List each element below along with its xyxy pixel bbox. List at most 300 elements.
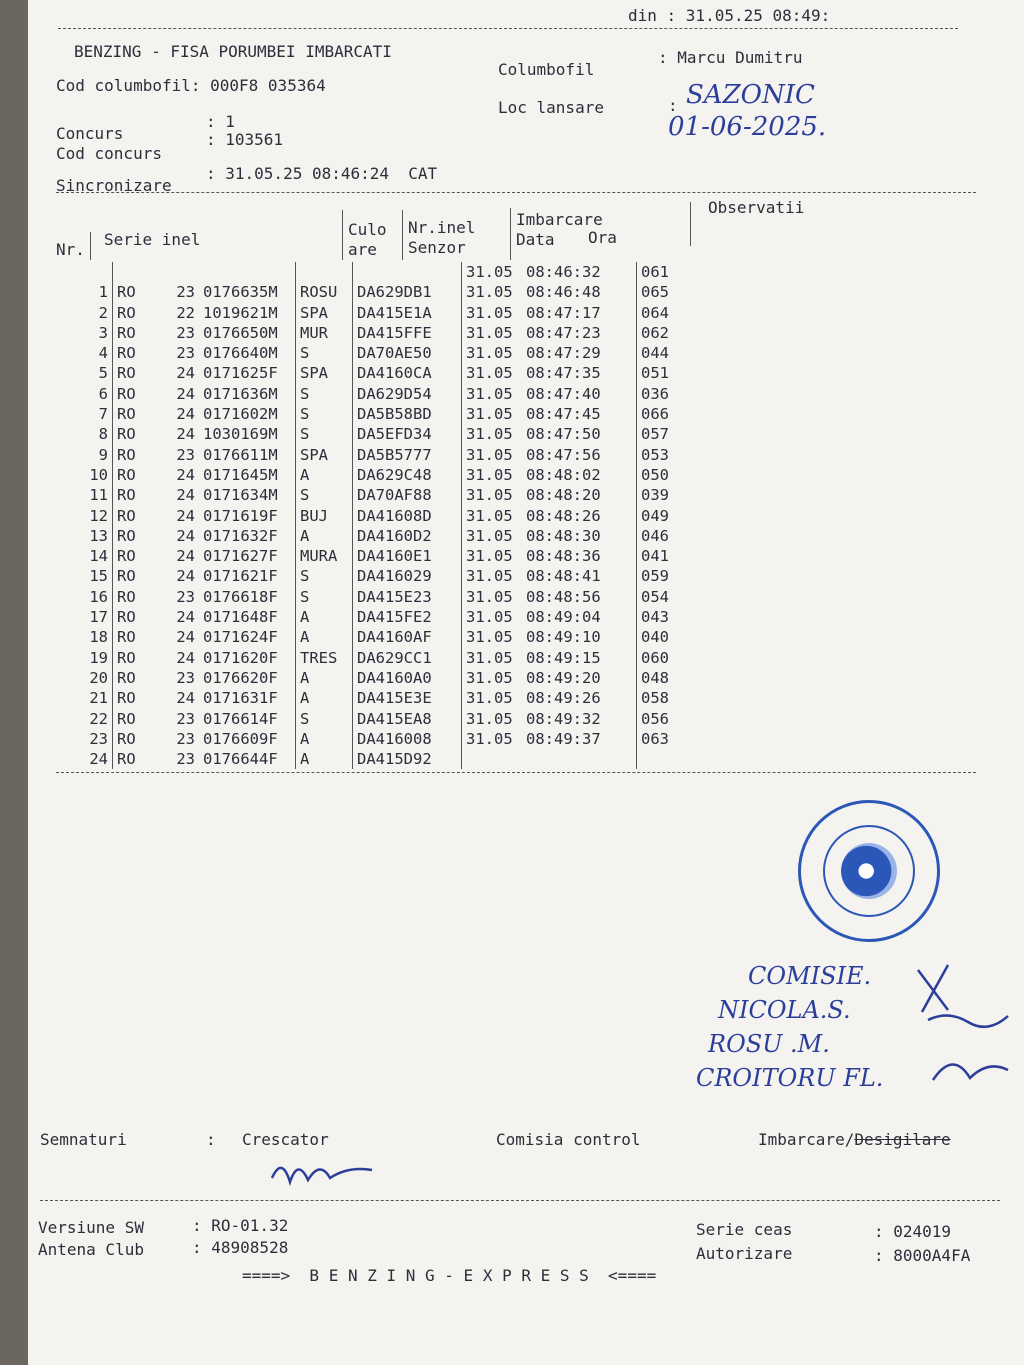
loc-lansare-handwritten: SAZONIC	[686, 80, 815, 110]
table-row	[56, 526, 685, 546]
boarding-time: 08:48:20	[526, 486, 601, 505]
col-serie-header: Serie inel	[104, 230, 201, 249]
row-number: 24	[89, 750, 108, 769]
ring-year: 23	[176, 709, 195, 728]
observation-code: 036	[637, 384, 686, 404]
color-code: A	[296, 526, 353, 546]
row-number: 14	[89, 547, 108, 566]
observation-code: 059	[637, 566, 686, 586]
row-number: 18	[89, 628, 108, 647]
ring-country: RO	[113, 445, 172, 465]
ring-country: RO	[113, 566, 172, 586]
observation-code	[637, 749, 686, 769]
ring-country: RO	[113, 648, 172, 668]
columbofil-value: : Marcu Dumitru	[658, 48, 803, 67]
ring-number: 0171624F	[203, 628, 278, 647]
boarding-time: 08:47:23	[526, 323, 601, 342]
observation-code: 065	[637, 282, 686, 302]
commission-line: COMISIE.	[748, 962, 872, 990]
ring-year	[171, 262, 199, 282]
ring-year: 23	[176, 668, 195, 687]
sensor-id: DA415E1A	[353, 303, 462, 323]
ring-year: 24	[176, 425, 195, 444]
boarding-time: 08:47:35	[526, 364, 601, 383]
row-number	[56, 262, 113, 282]
sensor-id: DA416008	[353, 729, 462, 749]
row-number: 4	[98, 344, 108, 363]
table-row	[56, 485, 685, 505]
ring-country: RO	[113, 668, 172, 688]
ring-country: RO	[113, 587, 172, 607]
ring-number: 0171636M	[203, 384, 278, 403]
col-ora-header: Ora	[588, 228, 617, 247]
ring-year: 24	[176, 384, 195, 403]
footer-rule	[40, 1200, 1000, 1201]
sensor-id: DA5EFD34	[353, 424, 462, 444]
table-row	[56, 262, 685, 282]
ring-country: RO	[113, 546, 172, 566]
ring-year: 24	[176, 465, 195, 484]
table-row	[56, 343, 685, 363]
antena-value: : 48908528	[192, 1238, 289, 1257]
observation-code: 058	[637, 688, 686, 708]
ring-number: 0176640M	[203, 344, 278, 363]
table-row	[56, 709, 685, 729]
color-code: ROSU	[296, 282, 353, 302]
ring-number: 0171619F	[203, 506, 278, 525]
ring-country: RO	[113, 749, 172, 769]
color-code: A	[296, 688, 353, 708]
table-row	[56, 323, 685, 343]
document-title: BENZING - FISA PORUMBEI IMBARCATI	[74, 42, 392, 61]
color-code: SPA	[296, 303, 353, 323]
sensor-id: DA4160AF	[353, 627, 462, 647]
boarding-time: 08:47:29	[526, 344, 601, 363]
color-code	[296, 262, 353, 282]
boarding-time: 08:46:32	[526, 263, 601, 281]
boarding-time: 08:48:41	[526, 567, 601, 586]
row-number: 7	[98, 405, 108, 424]
ring-country: RO	[113, 282, 172, 302]
table-row	[56, 404, 685, 424]
boarding-date: 31.05	[462, 445, 523, 465]
observation-code: 053	[637, 445, 686, 465]
row-number: 12	[89, 506, 108, 525]
document-sheet	[28, 0, 1024, 1365]
col-observatii-header: Observatii	[708, 198, 805, 217]
row-number: 6	[98, 384, 108, 403]
ring-country: RO	[113, 343, 172, 363]
observation-code: 066	[637, 404, 686, 424]
boarding-time: 08:48:26	[526, 506, 601, 525]
col-nrinel-header: Nr.inel	[408, 218, 476, 237]
ring-country: RO	[113, 709, 172, 729]
boarding-date: 31.05	[462, 343, 523, 363]
color-code: MURA	[296, 546, 353, 566]
boarding-date: 31.05	[462, 282, 523, 302]
sensor-id: DA415EA8	[353, 709, 462, 729]
ring-year: 24	[176, 526, 195, 545]
color-code: S	[296, 709, 353, 729]
boarding-time: 08:48:56	[526, 587, 601, 606]
sensor-id: DA4160A0	[353, 668, 462, 688]
table-row	[56, 607, 685, 627]
semnaturi-colon: :	[206, 1130, 216, 1149]
boarding-time: 08:47:56	[526, 445, 601, 464]
sensor-id: DA41608D	[353, 506, 462, 526]
observation-code: 046	[637, 526, 686, 546]
ring-year: 23	[176, 344, 195, 363]
ring-number: 0176620F	[203, 668, 278, 687]
boarding-date: 31.05	[462, 729, 523, 749]
color-code: S	[296, 485, 353, 505]
ring-number: 0171602M	[203, 405, 278, 424]
loc-lansare-label: Loc lansare	[498, 98, 604, 117]
observation-code: 051	[637, 363, 686, 383]
ring-year: 23	[176, 729, 195, 748]
cod-concurs-value: : 103561	[206, 130, 284, 149]
color-code: MUR	[296, 323, 353, 343]
observation-code: 056	[637, 709, 686, 729]
boarding-date: 31.05	[462, 404, 523, 424]
ring-country: RO	[113, 526, 172, 546]
color-code: S	[296, 424, 353, 444]
boarding-date	[462, 749, 523, 769]
observation-code: 048	[637, 668, 686, 688]
cod-columbofil: Cod columbofil: 000F8 035364	[56, 76, 326, 95]
table-row	[56, 465, 685, 485]
boarding-time: 08:49:37	[526, 729, 601, 748]
imbarcare-label: Imbarcare/Desigilare	[758, 1130, 951, 1149]
boarding-date: 31.05	[462, 607, 523, 627]
ring-number: 0171627F	[203, 547, 278, 566]
color-code: S	[296, 587, 353, 607]
boarding-date: 31.05	[462, 384, 523, 404]
boarding-time: 08:48:02	[526, 465, 601, 484]
boarding-date: 31.05	[462, 262, 523, 282]
benzing-express-brand: ====> B E N Z I N G - E X P R E S S <====	[242, 1266, 657, 1285]
commission-line: ROSU .M.	[708, 1030, 830, 1058]
ring-number: 0176644F	[203, 750, 278, 769]
ring-year: 24	[176, 405, 195, 424]
ring-number: 0171645M	[203, 465, 278, 484]
row-number: 15	[89, 567, 108, 586]
boarding-time: 08:49:26	[526, 689, 601, 708]
ring-number: 0176618F	[203, 587, 278, 606]
color-code: SPA	[296, 445, 353, 465]
boarding-date: 31.05	[462, 363, 523, 383]
ring-country: RO	[113, 627, 172, 647]
ring-country: RO	[113, 323, 172, 343]
ring-year: 23	[176, 445, 195, 464]
observation-code: 060	[637, 648, 686, 668]
observation-code: 039	[637, 485, 686, 505]
sensor-id: DA70AE50	[353, 343, 462, 363]
versiune-label: Versiune SW	[38, 1218, 144, 1237]
pigeon-table	[56, 262, 685, 769]
ring-number: 0176614F	[203, 709, 278, 728]
ring-country: RO	[113, 729, 172, 749]
boarding-time: 08:47:17	[526, 303, 601, 322]
col-senzor-header: Senzor	[408, 238, 466, 257]
ring-number: 0171631F	[203, 689, 278, 708]
boarding-date: 31.05	[462, 648, 523, 668]
row-number: 16	[89, 587, 108, 606]
table-row	[56, 749, 685, 769]
semnaturi-label: Semnaturi	[40, 1130, 127, 1149]
ring-country: RO	[113, 424, 172, 444]
ring-country	[113, 262, 172, 282]
table-row	[56, 424, 685, 444]
color-code: S	[296, 343, 353, 363]
boarding-date: 31.05	[462, 566, 523, 586]
sensor-id: DA629D54	[353, 384, 462, 404]
color-code: S	[296, 566, 353, 586]
col-imbarcare-header: Imbarcare	[516, 210, 603, 229]
table-row	[56, 587, 685, 607]
sensor-id: DA415E23	[353, 587, 462, 607]
row-number: 8	[98, 425, 108, 444]
color-code: TRES	[296, 648, 353, 668]
observation-code: 049	[637, 506, 686, 526]
boarding-date: 31.05	[462, 546, 523, 566]
observation-code: 062	[637, 323, 686, 343]
sincronizare-value: : 31.05.25 08:46:24 CAT	[206, 164, 438, 183]
ring-country: RO	[113, 384, 172, 404]
ring-country: RO	[113, 465, 172, 485]
sensor-id: DA5B58BD	[353, 404, 462, 424]
color-code: A	[296, 729, 353, 749]
row-number: 23	[89, 729, 108, 748]
row-number: 21	[89, 689, 108, 708]
boarding-time: 08:48:36	[526, 547, 601, 566]
commission-line: CROITORU FL.	[696, 1064, 884, 1092]
ring-number: 0171620F	[203, 648, 278, 667]
columbofil-label: Columbofil	[498, 60, 595, 79]
sensor-id: DA415E3E	[353, 688, 462, 708]
table-row	[56, 546, 685, 566]
serie-ceas-value: : 024019	[874, 1222, 952, 1241]
boarding-time: 08:48:30	[526, 526, 601, 545]
table-row	[56, 384, 685, 404]
observation-code: 040	[637, 627, 686, 647]
ring-year: 23	[176, 750, 195, 769]
table-bottom-rule	[56, 772, 976, 773]
ring-number: 0171621F	[203, 567, 278, 586]
color-code: S	[296, 384, 353, 404]
ring-year: 24	[176, 689, 195, 708]
sensor-id: DA4160E1	[353, 546, 462, 566]
commission-line: NICOLA.S.	[718, 996, 851, 1024]
sensor-id: DA629CC1	[353, 648, 462, 668]
sensor-id: DA5B5777	[353, 445, 462, 465]
row-number: 9	[98, 445, 108, 464]
row-number: 20	[89, 668, 108, 687]
observation-code: 041	[637, 546, 686, 566]
loc-lansare-colon: :	[668, 96, 678, 115]
boarding-date: 31.05	[462, 506, 523, 526]
color-code: A	[296, 749, 353, 769]
boarding-date: 31.05	[462, 688, 523, 708]
ring-number: 0171632F	[203, 526, 278, 545]
ring-country: RO	[113, 303, 172, 323]
comisia-label: Comisia control	[496, 1130, 641, 1149]
ring-number: 0176635M	[203, 283, 278, 302]
row-number: 10	[89, 465, 108, 484]
observation-code: 061	[637, 262, 686, 282]
concurs-label: Concurs	[56, 124, 124, 143]
table-top-rule	[56, 192, 976, 193]
concurs-value: : 1	[206, 112, 235, 131]
observation-code: 064	[637, 303, 686, 323]
ring-number: 0176611M	[203, 445, 278, 464]
ring-year: 23	[176, 323, 195, 342]
table-row	[56, 566, 685, 586]
boarding-time: 08:49:32	[526, 709, 601, 728]
ring-number: 0176609F	[203, 729, 278, 748]
row-number: 1	[98, 283, 108, 302]
color-code: A	[296, 465, 353, 485]
boarding-date: 31.05	[462, 709, 523, 729]
col-culoare-header-2: are	[348, 240, 377, 259]
table-row	[56, 627, 685, 647]
ring-number: 1019621M	[203, 303, 278, 322]
ring-country: RO	[113, 404, 172, 424]
serie-ceas-label: Serie ceas	[696, 1220, 793, 1239]
table-row	[56, 648, 685, 668]
row-number: 5	[98, 364, 108, 383]
ring-year: 24	[176, 567, 195, 586]
boarding-date: 31.05	[462, 587, 523, 607]
row-number: 19	[89, 648, 108, 667]
observation-code: 044	[637, 343, 686, 363]
sensor-id: DA4160D2	[353, 526, 462, 546]
color-code: A	[296, 607, 353, 627]
color-code: BUJ	[296, 506, 353, 526]
ring-year: 23	[176, 587, 195, 606]
row-number: 13	[89, 526, 108, 545]
col-nr-header: Nr.	[56, 240, 85, 259]
ring-year: 24	[176, 608, 195, 627]
boarding-time: 08:47:50	[526, 425, 601, 444]
boarding-time: 08:47:40	[526, 384, 601, 403]
antena-label: Antena Club	[38, 1240, 144, 1259]
table-row	[56, 282, 685, 302]
ring-year: 24	[176, 648, 195, 667]
sensor-id: DA415FE2	[353, 607, 462, 627]
table-row	[56, 303, 685, 323]
sincronizare-label: Sincronizare	[56, 176, 172, 195]
table-row	[56, 729, 685, 749]
ring-country: RO	[113, 607, 172, 627]
row-number: 17	[89, 608, 108, 627]
ring-year: 24	[176, 486, 195, 505]
boarding-date: 31.05	[462, 668, 523, 688]
observation-code: 043	[637, 607, 686, 627]
boarding-date: 31.05	[462, 303, 523, 323]
observation-code: 057	[637, 424, 686, 444]
boarding-date: 31.05	[462, 526, 523, 546]
table-row	[56, 363, 685, 383]
boarding-time: 08:49:15	[526, 648, 601, 667]
ring-number: 1030169M	[203, 425, 278, 444]
sensor-id: DA629C48	[353, 465, 462, 485]
sensor-id: DA415D92	[353, 749, 462, 769]
row-number: 22	[89, 709, 108, 728]
boarding-time: 08:49:04	[526, 608, 601, 627]
sensor-id: DA416029	[353, 566, 462, 586]
boarding-time: 08:47:45	[526, 405, 601, 424]
boarding-date: 31.05	[462, 424, 523, 444]
table-row	[56, 445, 685, 465]
ring-country: RO	[113, 485, 172, 505]
boarding-time: 08:46:48	[526, 283, 601, 302]
ring-year: 24	[176, 547, 195, 566]
row-number: 3	[98, 323, 108, 342]
color-code: A	[296, 627, 353, 647]
crescator-signature	[268, 1148, 378, 1192]
ring-country: RO	[113, 363, 172, 383]
commission-signatures	[908, 950, 1018, 1090]
ring-number	[199, 262, 296, 282]
ring-year: 24	[176, 506, 195, 525]
top-rule	[58, 28, 958, 29]
boarding-time: 08:49:20	[526, 668, 601, 687]
date-handwritten: 01-06-2025.	[668, 112, 827, 142]
table-row	[56, 506, 685, 526]
din-timestamp: din : 31.05.25 08:49:	[628, 6, 831, 25]
ring-country: RO	[113, 506, 172, 526]
color-code: S	[296, 404, 353, 424]
boarding-date: 31.05	[462, 323, 523, 343]
versiune-value: : RO-01.32	[192, 1216, 289, 1235]
col-culoare-header: Culo	[348, 220, 387, 239]
observation-code: 063	[637, 729, 686, 749]
observation-code: 050	[637, 465, 686, 485]
ring-year: 23	[176, 283, 195, 302]
official-stamp	[798, 800, 940, 942]
autorizare-value: : 8000A4FA	[874, 1246, 971, 1265]
sensor-id	[353, 262, 462, 282]
ring-number: 0176650M	[203, 323, 278, 342]
sensor-id: DA70AF88	[353, 485, 462, 505]
sensor-id: DA629DB1	[353, 282, 462, 302]
ring-number: 0171648F	[203, 608, 278, 627]
color-code: A	[296, 668, 353, 688]
cod-concurs-label: Cod concurs	[56, 144, 162, 163]
boarding-time: 08:49:10	[526, 628, 601, 647]
boarding-time	[522, 749, 637, 769]
ring-number: 0171634M	[203, 486, 278, 505]
boarding-date: 31.05	[462, 485, 523, 505]
observation-code: 054	[637, 587, 686, 607]
crescator-label: Crescator	[242, 1130, 329, 1149]
table-header	[56, 198, 976, 260]
sensor-id: DA4160CA	[353, 363, 462, 383]
ring-country: RO	[113, 688, 172, 708]
ring-number: 0171625F	[203, 364, 278, 383]
ring-year: 24	[176, 628, 195, 647]
boarding-date: 31.05	[462, 627, 523, 647]
boarding-date: 31.05	[462, 465, 523, 485]
ring-year: 22	[176, 303, 195, 322]
table-row	[56, 688, 685, 708]
row-number: 2	[98, 303, 108, 322]
col-data-header: Data	[516, 230, 555, 249]
color-code: SPA	[296, 363, 353, 383]
row-number: 11	[89, 486, 108, 505]
ring-year: 24	[176, 364, 195, 383]
